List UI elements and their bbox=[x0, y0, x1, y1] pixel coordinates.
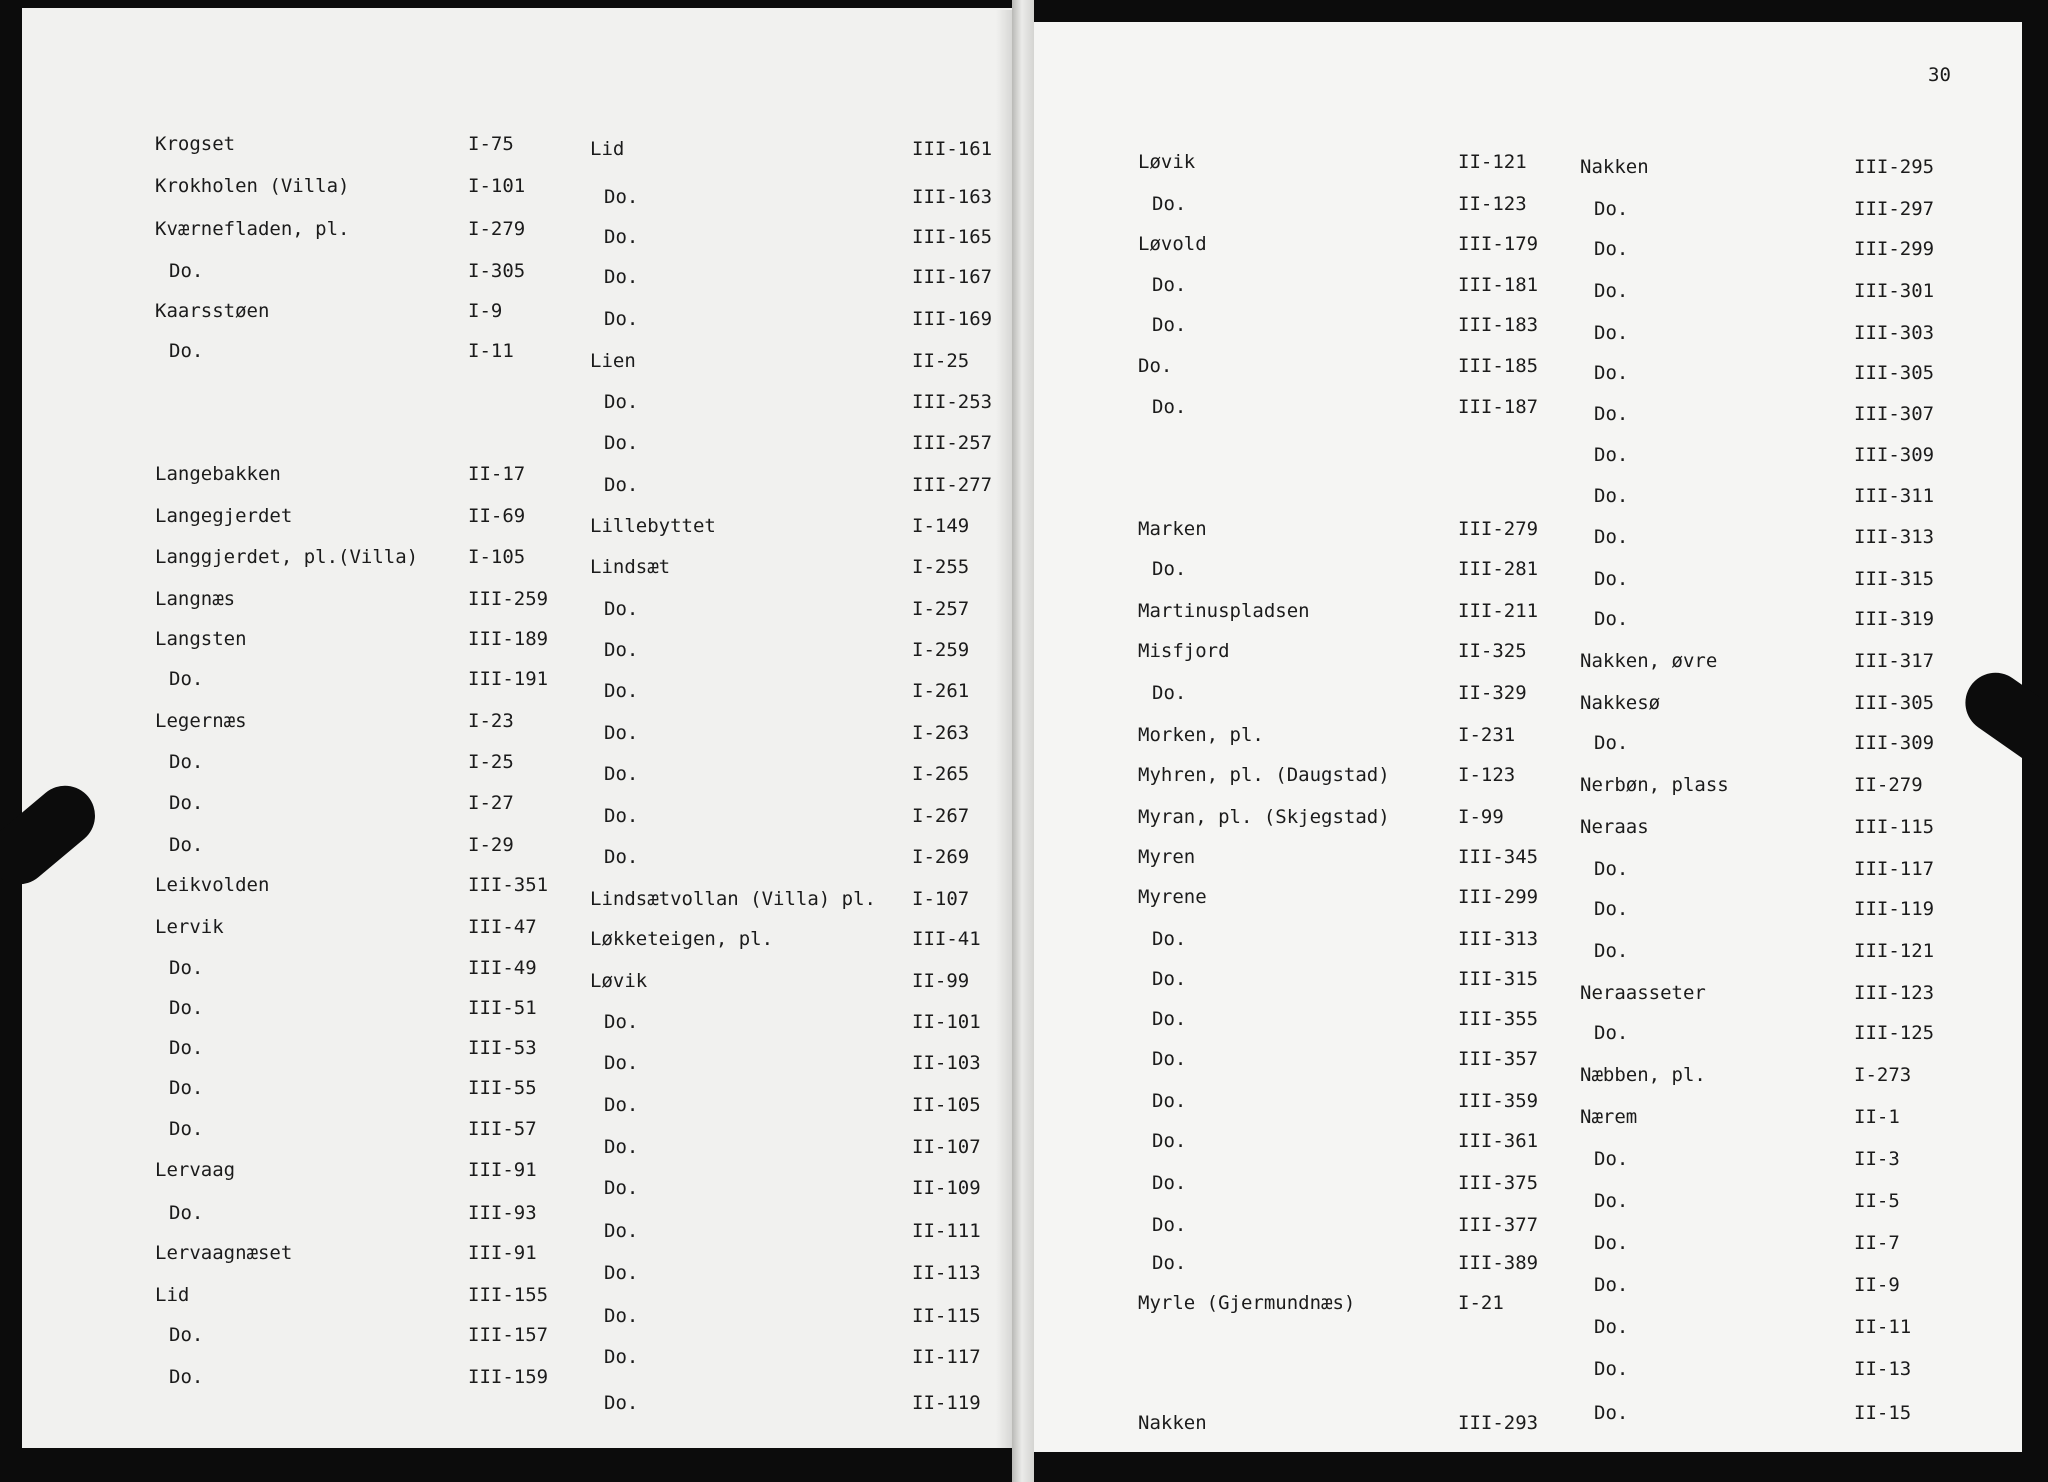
entry-reference: III-315 bbox=[1854, 568, 1935, 590]
entry-reference: II-107 bbox=[912, 1136, 981, 1158]
entry-name: Misfjord bbox=[1138, 640, 1230, 662]
entry-name: Do. bbox=[169, 792, 204, 814]
entry-name: Nakken bbox=[1580, 156, 1649, 178]
entry-reference: III-211 bbox=[1458, 600, 1539, 622]
entry-reference: I-231 bbox=[1458, 724, 1516, 746]
entry-reference: II-123 bbox=[1458, 193, 1527, 215]
entry-name: Krokholen (Villa) bbox=[155, 175, 350, 197]
entry-name: Do. bbox=[1594, 526, 1629, 548]
entry-name: Langsten bbox=[155, 628, 247, 650]
entry-name: Langnæs bbox=[155, 588, 236, 610]
entry-reference: III-181 bbox=[1458, 274, 1539, 296]
entry-name: Do. bbox=[1594, 732, 1629, 754]
entry-reference: III-155 bbox=[468, 1284, 549, 1306]
entry-reference: III-345 bbox=[1458, 846, 1539, 868]
entry-name: Do. bbox=[169, 260, 204, 282]
entry-reference: I-105 bbox=[468, 546, 526, 568]
entry-reference: II-119 bbox=[912, 1392, 981, 1414]
entry-reference: II-17 bbox=[468, 463, 526, 485]
entry-reference: III-49 bbox=[468, 957, 537, 979]
entry-name: Do. bbox=[604, 1052, 639, 1074]
entry-name: Langebakken bbox=[155, 463, 281, 485]
entry-name: Langgjerdet, pl.(Villa) bbox=[155, 546, 419, 568]
entry-name: Do. bbox=[169, 1077, 204, 1099]
entry-name: Lillebyttet bbox=[590, 515, 716, 537]
entry-reference: III-191 bbox=[468, 668, 549, 690]
entry-name: Do. bbox=[1594, 1358, 1629, 1380]
entry-reference: III-307 bbox=[1854, 403, 1935, 425]
entry-reference: III-179 bbox=[1458, 233, 1539, 255]
entry-reference: III-55 bbox=[468, 1077, 537, 1099]
entry-reference: III-297 bbox=[1854, 198, 1935, 220]
entry-name: Do. bbox=[1152, 1090, 1187, 1112]
entry-reference: III-167 bbox=[912, 266, 993, 288]
page-number: 30 bbox=[1928, 64, 1951, 86]
entry-reference: I-259 bbox=[912, 639, 970, 661]
entry-name: Myran, pl. (Skjegstad) bbox=[1138, 806, 1390, 828]
entry-reference: III-357 bbox=[1458, 1048, 1539, 1070]
entry-reference: III-375 bbox=[1458, 1172, 1539, 1194]
entry-name: Do. bbox=[1152, 396, 1187, 418]
entry-reference: III-299 bbox=[1458, 886, 1539, 908]
entry-name: Do. bbox=[1594, 1190, 1629, 1212]
entry-reference: I-25 bbox=[468, 751, 514, 773]
entry-name: Kværnefladen, pl. bbox=[155, 218, 350, 240]
entry-name: Do. bbox=[169, 751, 204, 773]
entry-reference: III-303 bbox=[1854, 322, 1935, 344]
entry-name: Do. bbox=[1594, 403, 1629, 425]
entry-reference: III-157 bbox=[468, 1324, 549, 1346]
entry-reference: II-109 bbox=[912, 1177, 981, 1199]
entry-name: Do. bbox=[169, 1118, 204, 1140]
entry-name: Myren bbox=[1138, 846, 1196, 868]
entry-name: Do. bbox=[1594, 1274, 1629, 1296]
entry-name: Do. bbox=[169, 1202, 204, 1224]
entry-name: Do. bbox=[1594, 198, 1629, 220]
entry-reference: II-25 bbox=[912, 350, 970, 372]
entry-name: Do. bbox=[169, 1324, 204, 1346]
entry-reference: II-329 bbox=[1458, 682, 1527, 704]
entry-name: Do. bbox=[1594, 280, 1629, 302]
entry-name: Do. bbox=[604, 1346, 639, 1368]
entry-name: Do. bbox=[169, 957, 204, 979]
entry-reference: II-13 bbox=[1854, 1358, 1912, 1380]
entry-name: Morken, pl. bbox=[1138, 724, 1264, 746]
entry-name: Do. bbox=[1594, 1022, 1629, 1044]
entry-reference: III-309 bbox=[1854, 732, 1935, 754]
entry-reference: III-319 bbox=[1854, 608, 1935, 630]
entry-reference: I-265 bbox=[912, 763, 970, 785]
entry-name: Lindsæt bbox=[590, 556, 671, 578]
entry-reference: III-351 bbox=[468, 874, 549, 896]
entry-reference: III-125 bbox=[1854, 1022, 1935, 1044]
entry-name: Do. bbox=[1594, 238, 1629, 260]
entry-name: Nakken bbox=[1138, 1412, 1207, 1434]
entry-name: Do. bbox=[604, 474, 639, 496]
entry-reference: III-93 bbox=[468, 1202, 537, 1224]
entry-name: Do. bbox=[604, 1392, 639, 1414]
entry-reference: III-315 bbox=[1458, 968, 1539, 990]
entry-name: Nakkesø bbox=[1580, 692, 1661, 714]
entry-reference: III-159 bbox=[468, 1366, 549, 1388]
entry-name: Neraasseter bbox=[1580, 982, 1706, 1004]
entry-reference: III-189 bbox=[468, 628, 549, 650]
entry-name: Do. bbox=[1594, 1316, 1629, 1338]
entry-name: Do. bbox=[1152, 1130, 1187, 1152]
entry-name: Do. bbox=[1594, 568, 1629, 590]
entry-name: Do. bbox=[604, 805, 639, 827]
entry-reference: III-57 bbox=[468, 1118, 537, 1140]
entry-reference: III-305 bbox=[1854, 362, 1935, 384]
entry-name: Do. bbox=[1594, 898, 1629, 920]
entry-reference: I-107 bbox=[912, 888, 970, 910]
entry-name: Legernæs bbox=[155, 710, 247, 732]
entry-name: Do. bbox=[604, 226, 639, 248]
entry-reference: I-267 bbox=[912, 805, 970, 827]
entry-reference: II-103 bbox=[912, 1052, 981, 1074]
entry-name: Krogset bbox=[155, 133, 236, 155]
entry-reference: III-253 bbox=[912, 391, 993, 413]
entry-name: Do. bbox=[1594, 608, 1629, 630]
entry-name: Do. bbox=[169, 834, 204, 856]
entry-name: Do. bbox=[604, 639, 639, 661]
entry-name: Do. bbox=[604, 598, 639, 620]
entry-name: Do. bbox=[1138, 355, 1173, 377]
entry-name: Løvik bbox=[1138, 151, 1196, 173]
entry-reference: III-121 bbox=[1854, 940, 1935, 962]
entry-name: Do. bbox=[604, 1220, 639, 1242]
entry-name: Næbben, pl. bbox=[1580, 1064, 1706, 1086]
entry-name: Do. bbox=[1152, 558, 1187, 580]
entry-reference: III-115 bbox=[1854, 816, 1935, 838]
entry-reference: III-91 bbox=[468, 1159, 537, 1181]
entry-name: Do. bbox=[1152, 1214, 1187, 1236]
entry-reference: III-359 bbox=[1458, 1090, 1539, 1112]
entry-reference: II-101 bbox=[912, 1011, 981, 1033]
entry-reference: II-5 bbox=[1854, 1190, 1900, 1212]
entry-name: Do. bbox=[1152, 682, 1187, 704]
entry-reference: II-325 bbox=[1458, 640, 1527, 662]
entry-name: Do. bbox=[604, 722, 639, 744]
entry-reference: III-165 bbox=[912, 226, 993, 248]
entry-reference: III-361 bbox=[1458, 1130, 1539, 1152]
entry-reference: II-9 bbox=[1854, 1274, 1900, 1296]
entry-reference: III-301 bbox=[1854, 280, 1935, 302]
entry-name: Do. bbox=[1594, 1148, 1629, 1170]
entry-reference: II-115 bbox=[912, 1305, 981, 1327]
entry-name: Do. bbox=[169, 997, 204, 1019]
entry-reference: I-279 bbox=[468, 218, 526, 240]
entry-name: Do. bbox=[1152, 1172, 1187, 1194]
entry-reference: III-317 bbox=[1854, 650, 1935, 672]
entry-reference: III-311 bbox=[1854, 485, 1935, 507]
entry-reference: III-47 bbox=[468, 916, 537, 938]
entry-reference: III-313 bbox=[1854, 526, 1935, 548]
entry-reference: II-111 bbox=[912, 1220, 981, 1242]
entry-name: Do. bbox=[169, 1037, 204, 1059]
entry-name: Do. bbox=[1594, 1402, 1629, 1424]
entry-name: Nerbøn, plass bbox=[1580, 774, 1729, 796]
entry-reference: III-117 bbox=[1854, 858, 1935, 880]
entry-reference: III-51 bbox=[468, 997, 537, 1019]
entry-reference: I-305 bbox=[468, 260, 526, 282]
entry-reference: III-389 bbox=[1458, 1252, 1539, 1274]
entry-name: Do. bbox=[604, 1262, 639, 1284]
entry-reference: III-169 bbox=[912, 308, 993, 330]
entry-reference: I-29 bbox=[468, 834, 514, 856]
entry-reference: III-377 bbox=[1458, 1214, 1539, 1236]
entry-name: Do. bbox=[604, 1177, 639, 1199]
entry-reference: III-119 bbox=[1854, 898, 1935, 920]
entry-reference: I-257 bbox=[912, 598, 970, 620]
entry-name: Lien bbox=[590, 350, 636, 372]
entry-reference: III-123 bbox=[1854, 982, 1935, 1004]
entry-reference: III-259 bbox=[468, 588, 549, 610]
entry-reference: II-69 bbox=[468, 505, 526, 527]
entry-reference: III-91 bbox=[468, 1242, 537, 1264]
entry-reference: I-269 bbox=[912, 846, 970, 868]
entry-name: Do. bbox=[169, 1366, 204, 1388]
entry-name: Do. bbox=[604, 1136, 639, 1158]
entry-name: Neraas bbox=[1580, 816, 1649, 838]
entry-name: Løvik bbox=[590, 970, 648, 992]
entry-reference: I-23 bbox=[468, 710, 514, 732]
entry-name: Martinuspladsen bbox=[1138, 600, 1310, 622]
entry-reference: III-295 bbox=[1854, 156, 1935, 178]
entry-reference: III-183 bbox=[1458, 314, 1539, 336]
entry-reference: III-277 bbox=[912, 474, 993, 496]
entry-reference: II-113 bbox=[912, 1262, 981, 1284]
entry-name: Do. bbox=[1152, 1252, 1187, 1274]
entry-reference: II-279 bbox=[1854, 774, 1923, 796]
entry-reference: III-185 bbox=[1458, 355, 1539, 377]
entry-reference: III-309 bbox=[1854, 444, 1935, 466]
entry-reference: I-273 bbox=[1854, 1064, 1912, 1086]
entry-name: Do. bbox=[604, 1305, 639, 1327]
entry-reference: II-121 bbox=[1458, 151, 1527, 173]
entry-name: Do. bbox=[1152, 1048, 1187, 1070]
entry-name: Lindsætvollan (Villa) pl. bbox=[590, 888, 876, 910]
entry-name: Do. bbox=[1152, 193, 1187, 215]
entry-reference: III-299 bbox=[1854, 238, 1935, 260]
entry-name: Lervik bbox=[155, 916, 224, 938]
entry-name: Do. bbox=[169, 340, 204, 362]
entry-name: Langegjerdet bbox=[155, 505, 293, 527]
entry-reference: III-279 bbox=[1458, 518, 1539, 540]
entry-name: Do. bbox=[1594, 362, 1629, 384]
entry-reference: II-7 bbox=[1854, 1232, 1900, 1254]
entry-name: Do. bbox=[1594, 322, 1629, 344]
entry-name: Do. bbox=[604, 432, 639, 454]
entry-name: Myrene bbox=[1138, 886, 1207, 908]
entry-name: Løkketeigen, pl. bbox=[590, 928, 774, 950]
entry-name: Do. bbox=[1594, 444, 1629, 466]
entry-name: Do. bbox=[1152, 968, 1187, 990]
entry-name: Do. bbox=[604, 266, 639, 288]
entry-name: Do. bbox=[1594, 940, 1629, 962]
entry-name: Do. bbox=[1594, 858, 1629, 880]
entry-reference: I-261 bbox=[912, 680, 970, 702]
entry-name: Nærem bbox=[1580, 1106, 1638, 1128]
entry-reference: I-149 bbox=[912, 515, 970, 537]
entry-reference: I-101 bbox=[468, 175, 526, 197]
entry-name: Løvold bbox=[1138, 233, 1207, 255]
entry-reference: II-1 bbox=[1854, 1106, 1900, 1128]
entry-name: Do. bbox=[604, 1094, 639, 1116]
entry-reference: III-53 bbox=[468, 1037, 537, 1059]
book-spine bbox=[1012, 0, 1034, 1482]
entry-reference: II-11 bbox=[1854, 1316, 1912, 1338]
entry-name: Do. bbox=[604, 846, 639, 868]
entry-name: Do. bbox=[1594, 1232, 1629, 1254]
entry-name: Myhren, pl. (Daugstad) bbox=[1138, 764, 1390, 786]
entry-name: Lervaagnæset bbox=[155, 1242, 293, 1264]
entry-reference: II-117 bbox=[912, 1346, 981, 1368]
entry-reference: III-313 bbox=[1458, 928, 1539, 950]
entry-name: Kaarsstøen bbox=[155, 300, 270, 322]
entry-reference: II-3 bbox=[1854, 1148, 1900, 1170]
entry-name: Nakken, øvre bbox=[1580, 650, 1718, 672]
entry-reference: III-305 bbox=[1854, 692, 1935, 714]
entry-reference: III-161 bbox=[912, 138, 993, 160]
entry-name: Do. bbox=[1152, 1008, 1187, 1030]
entry-reference: III-257 bbox=[912, 432, 993, 454]
entry-name: Do. bbox=[1152, 274, 1187, 296]
entry-reference: I-27 bbox=[468, 792, 514, 814]
entry-reference: I-9 bbox=[468, 300, 503, 322]
entry-name: Myrle (Gjermundnæs) bbox=[1138, 1292, 1356, 1314]
entry-name: Do. bbox=[604, 763, 639, 785]
entry-name: Lid bbox=[155, 1284, 190, 1306]
entry-name: Do. bbox=[604, 308, 639, 330]
entry-reference: II-15 bbox=[1854, 1402, 1912, 1424]
entry-reference: I-11 bbox=[468, 340, 514, 362]
entry-reference: II-105 bbox=[912, 1094, 981, 1116]
entry-reference: II-99 bbox=[912, 970, 970, 992]
entry-reference: III-293 bbox=[1458, 1412, 1539, 1434]
entry-name: Leikvolden bbox=[155, 874, 270, 896]
entry-reference: III-187 bbox=[1458, 396, 1539, 418]
entry-name: Lervaag bbox=[155, 1159, 236, 1181]
entry-reference: III-163 bbox=[912, 186, 993, 208]
entry-name: Marken bbox=[1138, 518, 1207, 540]
entry-name: Do. bbox=[604, 391, 639, 413]
entry-reference: I-255 bbox=[912, 556, 970, 578]
entry-reference: I-99 bbox=[1458, 806, 1504, 828]
entry-reference: III-41 bbox=[912, 928, 981, 950]
entry-reference: III-281 bbox=[1458, 558, 1539, 580]
entry-reference: I-75 bbox=[468, 133, 514, 155]
entry-reference: I-263 bbox=[912, 722, 970, 744]
entry-reference: I-123 bbox=[1458, 764, 1516, 786]
entry-reference: I-21 bbox=[1458, 1292, 1504, 1314]
entry-reference: III-355 bbox=[1458, 1008, 1539, 1030]
entry-name: Do. bbox=[604, 1011, 639, 1033]
entry-name: Do. bbox=[1594, 485, 1629, 507]
entry-name: Do. bbox=[1152, 928, 1187, 950]
entry-name: Do. bbox=[604, 186, 639, 208]
entry-name: Do. bbox=[169, 668, 204, 690]
entry-name: Lid bbox=[590, 138, 625, 160]
entry-name: Do. bbox=[604, 680, 639, 702]
entry-name: Do. bbox=[1152, 314, 1187, 336]
